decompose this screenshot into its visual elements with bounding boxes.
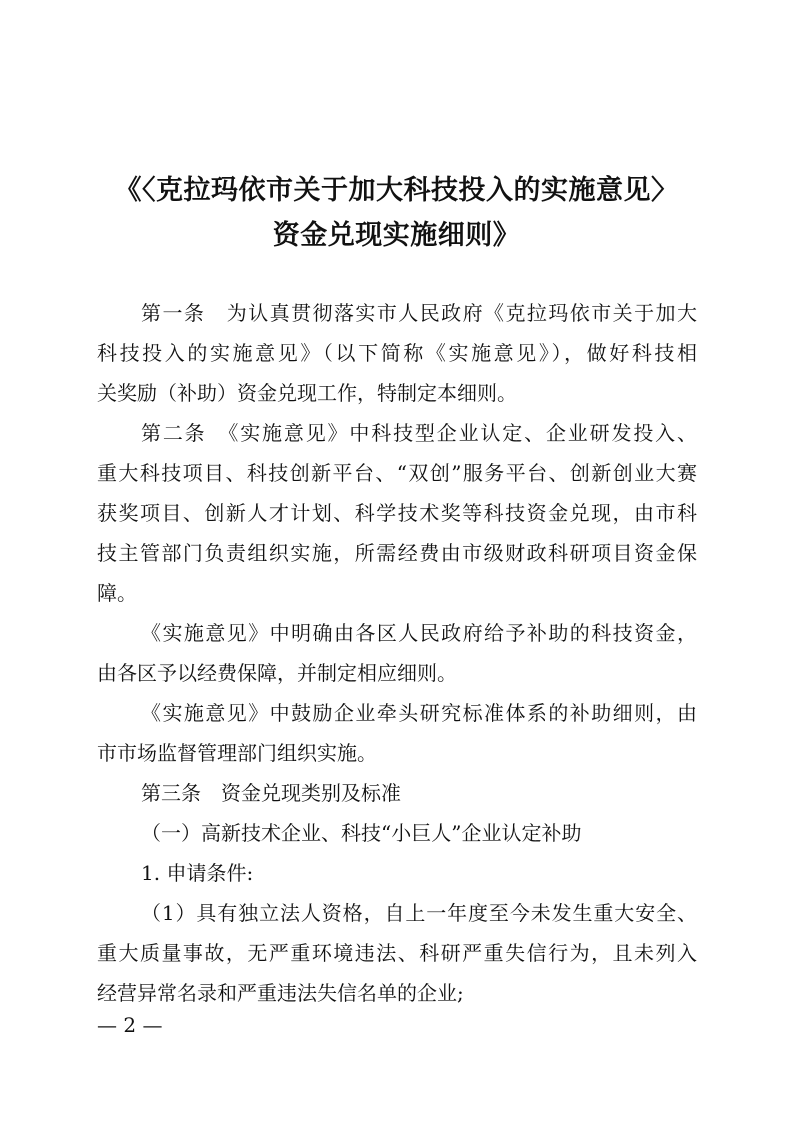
body-line: 《实施意见》中鼓励企业牵头研究标准体系的补助细则，由 xyxy=(141,701,697,725)
body-line: 获奖项目、创新人才计划、科学技术奖等科技资金兑现，由市科 xyxy=(97,501,697,525)
body-line: 由各区予以经费保障，并制定相应细则。 xyxy=(97,661,457,685)
subsection-heading: （一）高新技术企业、科技“小巨人”企业认定补助 xyxy=(141,821,582,845)
body-line: 重大质量事故，无严重环境违法、科研严重失信行为，且未列入 xyxy=(97,941,697,965)
body-line: 科技投入的实施意见》（以下简称《实施意见》），做好科技相 xyxy=(97,341,697,365)
item-heading: 1. 申请条件: xyxy=(141,861,254,885)
body-line: 第一条 为认真贯彻落实市人民政府《克拉玛依市关于加大 xyxy=(141,301,697,325)
body-line: 障。 xyxy=(97,581,137,605)
body-line: 关奖励（补助）资金兑现工作，特制定本细则。 xyxy=(97,381,517,405)
body-line: （1）具有独立法人资格，自上一年度至今未发生重大安全、 xyxy=(141,901,697,925)
body-line: 重大科技项目、科技创新平台、“双创”服务平台、创新创业大赛 xyxy=(97,461,697,485)
body-line: 第二条 《实施意见》中科技型企业认定、企业研发投入、 xyxy=(141,421,697,445)
section-heading: 第三条 资金兑现类别及标准 xyxy=(141,781,401,805)
body-line: 市市场监督管理部门组织实施。 xyxy=(97,741,377,765)
body-line: 《实施意见》中明确由各区人民政府给予补助的科技资金， xyxy=(141,621,697,645)
document-title-line-1: 《〈克拉玛依市关于加大科技投入的实施意见〉 xyxy=(114,175,679,206)
page-number: — 2 — xyxy=(97,1013,163,1037)
body-line: 经营异常名录和严重违法失信名单的企业; xyxy=(97,981,464,1005)
document-title-line-2: 资金兑现实施细则》 xyxy=(272,220,521,251)
body-line: 技主管部门负责组织实施，所需经费由市级财政科研项目资金保 xyxy=(97,541,697,565)
